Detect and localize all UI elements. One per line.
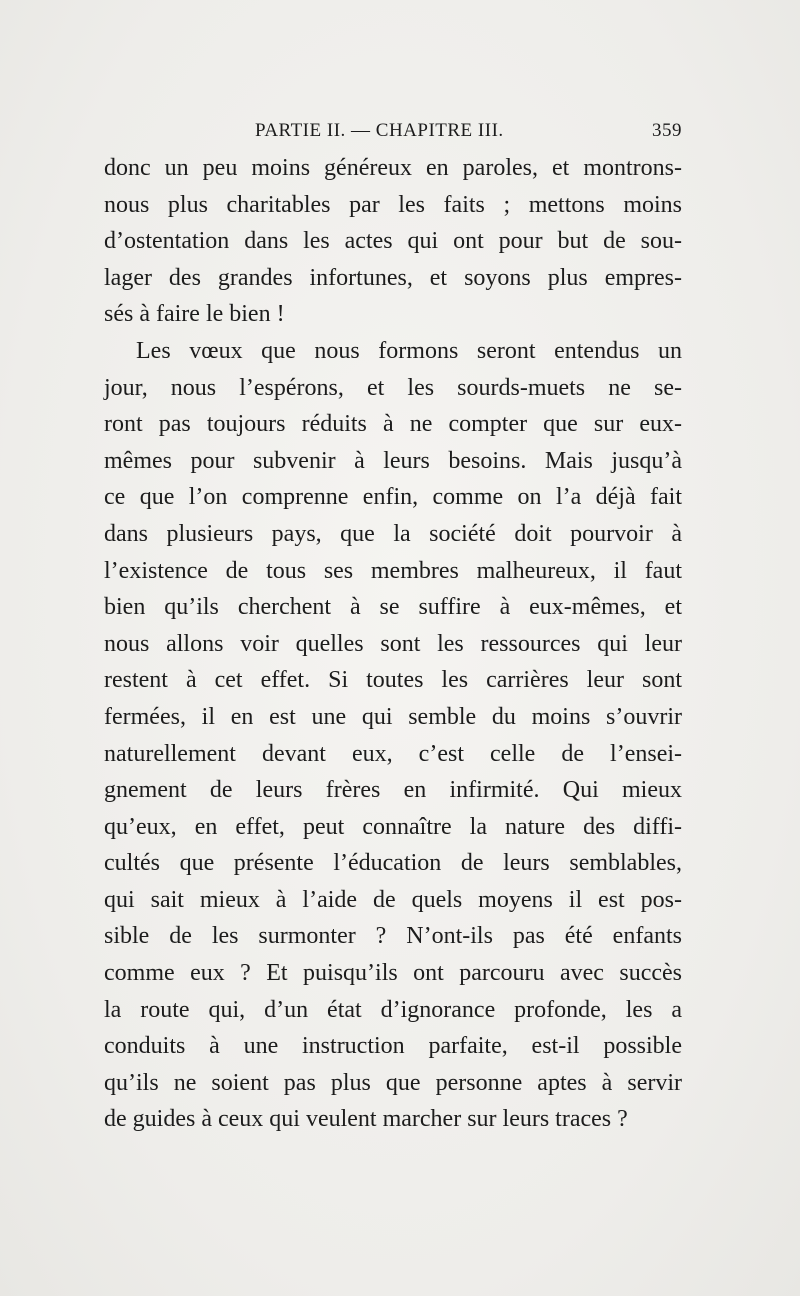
text-line: gnement de leurs frères en infirmité. Qui mieux: [104, 777, 682, 804]
text-line: nous allons voir quelles sont les ressources qui leur: [104, 630, 682, 657]
text-line: mêmes pour subvenir à leurs besoins. Mais jusqu’à: [104, 447, 682, 474]
text-line: sés à faire le bien !: [104, 301, 285, 328]
text-line: dans plusieurs pays, que la société doit pourvoir à: [104, 520, 682, 547]
text-line: bien qu’ils cherchent à se suffire à eux-mêmes, et: [104, 594, 682, 621]
text-line: sible de les surmonter ? N’ont-ils pas été enfants: [104, 923, 682, 950]
text-line: restent à cet effet. Si toutes les carrières leur sont: [104, 667, 682, 694]
text-line: ront pas toujours réduits à ne compter que sur eux-: [104, 411, 682, 438]
body-text: [104, 150, 682, 1138]
text-line: nous plus charitables par les faits ; mettons moins: [104, 191, 682, 218]
text-line: comme eux ? Et puisqu’ils ont parcouru avec succès: [104, 960, 682, 987]
text-line: l’existence de tous ses membres malheureux, il faut: [104, 557, 682, 584]
text-line: qu’ils ne soient pas plus que personne aptes à servir: [104, 1069, 682, 1096]
text-line: naturellement devant eux, c’est celle de l’ensei-: [104, 740, 682, 767]
text-line: jour, nous l’espérons, et les sourds-muets ne se-: [104, 374, 682, 401]
text-line: Les vœux que nous formons seront entendus un: [136, 337, 682, 364]
text-line: cultés que présente l’éducation de leurs semblables,: [104, 850, 682, 877]
text-line: donc un peu moins généreux en paroles, et montrons-: [104, 155, 682, 181]
chapter-heading: PARTIE II. — CHAPITRE III.: [255, 120, 504, 141]
text-line: d’ostentation dans les actes qui ont pour but de sou-: [104, 228, 682, 255]
text-line: de guides à ceux qui veulent marcher sur leurs traces ?: [104, 1106, 628, 1133]
text-line: la route qui, d’un état d’ignorance profonde, les a: [104, 996, 682, 1023]
text-line: fermées, il en est une qui semble du moins s’ouvrir: [104, 703, 682, 730]
text-line: conduits à une instruction parfaite, est-il possible: [104, 1033, 682, 1060]
text-line: qui sait mieux à l’aide de quels moyens il est pos-: [104, 886, 682, 913]
running-head: [110, 120, 682, 148]
page-number: 359: [652, 120, 682, 141]
text-line: ce que l’on comprenne enfin, comme on l’a déjà fait: [104, 484, 682, 511]
text-line: lager des grandes infortunes, et soyons plus empres-: [104, 264, 682, 291]
text-line: qu’eux, en effet, peut connaître la nature des diffi-: [104, 813, 682, 840]
